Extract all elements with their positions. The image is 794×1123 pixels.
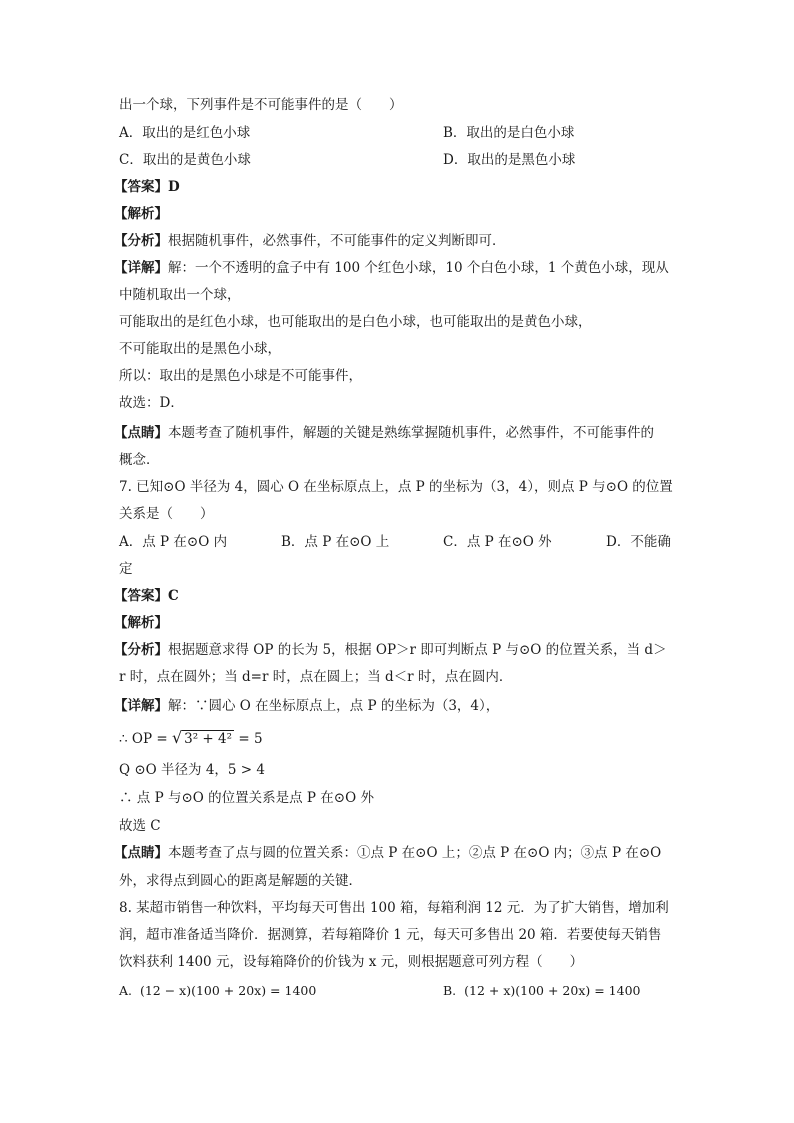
q7-answer: 【答案】C	[114, 588, 179, 604]
q6-xiangjie-line-2: 中随机取出一个球，	[119, 287, 241, 303]
q8-stem-line-3: 饮料获利 1400 元，设每箱降价的价钱为 x 元，则根据题意可列方程（ ）	[119, 954, 584, 970]
dianjing-tag: 【点睛】	[114, 425, 168, 441]
q7-xiangjie-line-3: Q ⊙O 半径为 4，5 > 4	[119, 762, 265, 778]
q6-xiangjie-line-4: 不可能取出的是黑色小球，	[119, 341, 281, 357]
q7-dianjing-line-1	[114, 844, 661, 862]
xiangjie-text: 解：∵圆心 O 在坐标原点上，点 P 的坐标为（3，4），	[168, 698, 500, 714]
q6-jiexi-heading: 【解析】	[114, 206, 168, 222]
option-equation: (12 − x)(100 + 20x) = 1400	[139, 983, 317, 998]
q6-option-d: D．取出的是黑色小球	[443, 152, 576, 168]
q6-xiangjie-line-5: 所以：取出的是黑色小球是不可能事件，	[119, 368, 362, 384]
q6-answer: 【答案】D	[114, 179, 180, 195]
q6-dianjing-line-2: 概念．	[119, 452, 160, 468]
xiangjie-text: 解：一个不透明的盒子中有 100 个红色小球，10 个白色小球，1 个黄色小球，现从	[168, 260, 669, 276]
q6-xiangjie-line-3: 可能取出的是红色小球，也可能取出的是白色小球，也可能取出的是黄色小球，	[119, 314, 592, 330]
q6-fenxi	[114, 232, 506, 250]
q7-stem-line-1: 7. 已知⊙O 半径为 4，圆心 O 在坐标原点上，点 P 的坐标为（3，4），则点 P 与⊙O 的位置	[119, 479, 673, 495]
q8-stem-line-1: 8. 某超市销售一种饮料，平均每天可售出 100 箱，每箱利润 12 元．为了扩大销售，增加利	[119, 900, 669, 916]
q7-option-b: B．点 P 在⊙O 上	[281, 534, 390, 550]
option-label: A.	[119, 983, 133, 998]
eq-rhs: = 5	[238, 731, 263, 747]
option-equation: (12 + x)(100 + 20x) = 1400	[464, 983, 641, 998]
q7-option-d-wrap: 定	[119, 561, 133, 577]
q6-stem-tail: 出一个球，下列事件是不可能事件的是（ ）	[119, 97, 403, 113]
dianjing-text: 本题考查了点与圆的位置关系：①点 P 在⊙O 上；②点 P 在⊙O 内；③点 P 在⊙O	[168, 845, 662, 861]
dianjing-tag: 【点睛】	[114, 845, 168, 861]
q6-xiangjie-line-6: 故选：D．	[119, 395, 184, 411]
fenxi-tag: 【分析】	[114, 233, 168, 249]
q7-stem-line-2: 关系是（ ）	[119, 506, 214, 522]
option-label: B.	[443, 983, 457, 998]
q6-option-a: A．取出的是红色小球	[119, 125, 251, 141]
xiangjie-tag: 【详解】	[114, 260, 168, 276]
q7-dianjing-line-2: 外，求得点到圆心的距离是解题的关键．	[119, 873, 362, 889]
q7-fenxi-line-2: r 时，点在圆外；当 d=r 时，点在圆上；当 d＜r 时，点在圆内．	[119, 669, 513, 685]
sqrt-symbol: √	[171, 728, 183, 747]
q7-xiangjie-line-5: 故选 C	[119, 818, 161, 834]
q7-option-d: D．不能确	[606, 534, 671, 550]
q7-fenxi-line-1	[114, 641, 667, 659]
q6-xiangjie-line-1	[114, 259, 669, 277]
q8-option-a	[119, 982, 316, 1000]
xiangjie-tag: 【详解】	[114, 698, 168, 714]
q7-jiexi-heading: 【解析】	[114, 615, 168, 631]
q7-equation-op	[119, 729, 263, 748]
eq-radicand: 3² + 4²	[184, 731, 233, 747]
fenxi-text: 根据题意求得 OP 的长为 5，根据 OP＞r 即可判断点 P 与⊙O 的位置关系，当 d＞	[168, 642, 667, 658]
fenxi-tag: 【分析】	[114, 642, 168, 658]
fenxi-text: 根据随机事件，必然事件，不可能事件的定义判断即可．	[168, 233, 506, 249]
q6-dianjing-line-1	[114, 424, 654, 442]
q8-stem-line-2: 润，超市准备适当降价．据测算，若每箱降价 1 元，每天可多售出 20 箱．若要使每天销售	[119, 927, 662, 943]
q6-option-b: B．取出的是白色小球	[443, 125, 575, 141]
q7-xiangjie-line-1	[114, 697, 499, 715]
q7-option-c: C．点 P 在⊙O 外	[443, 534, 552, 550]
q7-xiangjie-line-4: ∴ 点 P 与⊙O 的位置关系是点 P 在⊙O 外	[119, 790, 374, 806]
q6-option-c: C．取出的是黄色小球	[119, 152, 251, 168]
q8-option-b	[443, 982, 640, 1000]
eq-lhs: ∴ OP =	[119, 731, 168, 747]
dianjing-text: 本题考查了随机事件，解题的关键是熟练掌握随机事件，必然事件，不可能事件的	[168, 425, 654, 441]
q7-option-a: A．点 P 在⊙O 内	[119, 534, 228, 550]
